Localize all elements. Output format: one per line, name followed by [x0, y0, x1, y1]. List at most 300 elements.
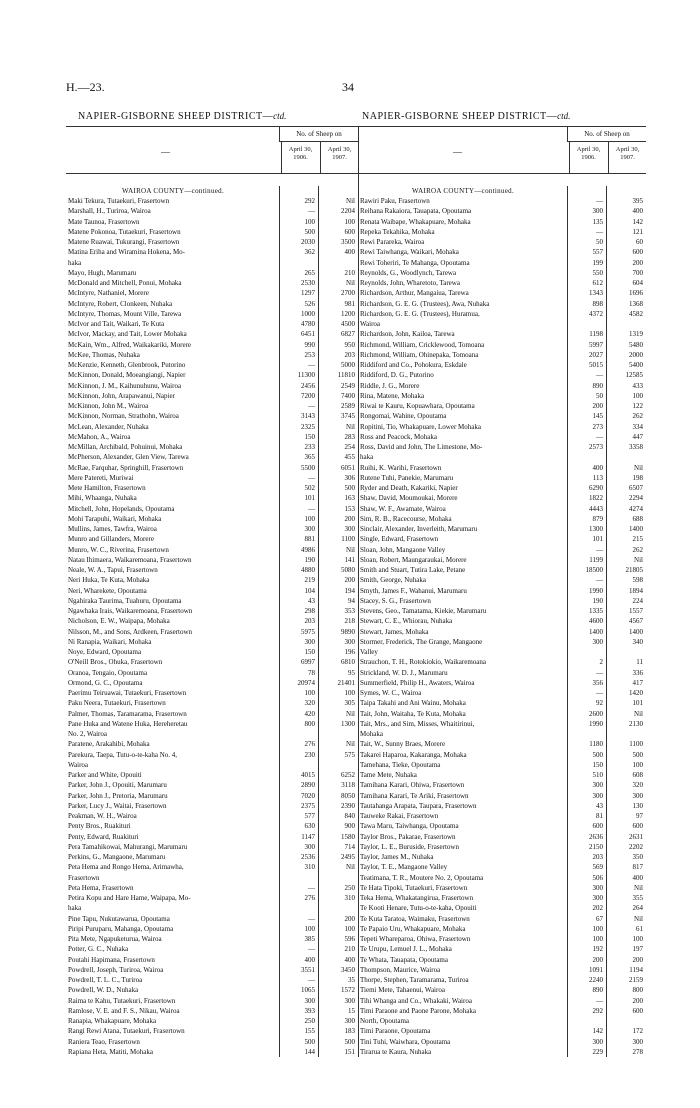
table-row — [358, 196, 646, 206]
owner-name: Rutene Tuhi, Panekie, Marumaru — [360, 473, 454, 482]
sheep-1906: 3551 — [301, 965, 315, 974]
sheep-1906: 150 — [592, 760, 603, 769]
sheep-1906: 150 — [304, 432, 315, 441]
sheep-1906: 1343 — [589, 289, 603, 298]
sheep-1907: 12585 — [625, 371, 643, 380]
owner-name: Munro, W. C., Riverina, Frasertown — [68, 545, 169, 554]
owner-name: Strickland, W. D. J., Marumaru — [360, 668, 448, 677]
table-left — [66, 126, 359, 1057]
title-left-suffix: ctd. — [273, 111, 287, 121]
sheep-1906: 2375 — [301, 801, 315, 810]
table-row — [358, 524, 646, 534]
owner-name: Teatimana, T. R., Moutere No. 2, Opoutama — [360, 873, 484, 882]
table-row — [358, 575, 646, 585]
owner-name: haka — [68, 904, 82, 913]
table-row — [66, 381, 358, 391]
owner-name: McIntyre, Nathaniel, Morere — [68, 289, 149, 298]
owner-name: McLean, Alexander, Nuhaka — [68, 422, 149, 431]
sheep-1907: 2495 — [341, 853, 355, 861]
sheep-1906: 300 — [592, 207, 603, 216]
sheep-1907: 2589 — [341, 402, 355, 410]
owner-name: Penty Bros., Ruakituri — [68, 822, 131, 831]
sheep-1907: 306 — [344, 473, 355, 482]
sheep-1906: 4443 — [589, 504, 603, 513]
table-row — [66, 504, 358, 514]
owner-name: Tamehana, Tieke, Opoutama — [360, 760, 441, 769]
table-row — [66, 955, 358, 965]
owner-name: North, Opoutama — [360, 1017, 409, 1025]
sheep-1907: 950 — [344, 340, 355, 349]
table-row — [358, 616, 646, 626]
sheep-1906: 300 — [304, 842, 315, 851]
owner-name: Rawiri Paku, Frasertown — [360, 197, 430, 205]
owner-name: Taylor, T. E., Mangaone Valley — [360, 863, 448, 872]
table-row — [358, 903, 646, 913]
sheep-1907: 6507 — [629, 484, 643, 492]
owner-name: Pine Tapu, Nukutawarua, Opoutama — [68, 914, 170, 923]
table-row — [66, 924, 358, 934]
table-row — [66, 237, 358, 247]
sheep-1907: 200 — [344, 914, 355, 923]
sheep-1906: 356 — [592, 678, 603, 687]
table-row — [66, 770, 358, 780]
sheep-1907: 94 — [348, 596, 355, 605]
sheep-1907: 100 — [344, 689, 355, 697]
table-row — [358, 606, 646, 616]
page-title — [66, 111, 646, 123]
table-row — [66, 975, 358, 985]
sheep-1907: 218 — [344, 617, 355, 626]
table-row — [66, 227, 358, 237]
table-row — [66, 401, 358, 411]
owner-name: Tamihana Karari, Ohiwa, Frasertown — [360, 781, 465, 790]
sheep-1907: 817 — [632, 863, 643, 872]
sheep-1906: 1198 — [589, 330, 603, 339]
sheep-1906: 4372 — [589, 309, 603, 318]
owner-name: Parekura, Taepa, Tutu-o-te-kaha No. 4, — [68, 750, 178, 759]
table-row — [66, 1047, 358, 1057]
sheep-1907: 203 — [344, 350, 355, 359]
sheep-1906: 233 — [304, 443, 315, 451]
table-row — [358, 862, 646, 872]
table-row — [66, 463, 358, 473]
sheep-1906: — — [308, 504, 315, 513]
sheep-1906: 630 — [304, 822, 315, 831]
sheep-1907: 121 — [632, 227, 643, 236]
table-row — [358, 381, 646, 391]
table-row — [358, 842, 646, 852]
sheep-1907: 500 — [344, 484, 355, 492]
table-row — [66, 637, 358, 647]
sheep-1907: 4274 — [629, 504, 643, 513]
sheep-1906: 310 — [304, 863, 315, 872]
sheep-1906: 890 — [592, 986, 603, 995]
sheep-1907: 100 — [632, 935, 643, 943]
owner-name: Natau Ihimaera, Waikaremoana, Frasertown — [68, 555, 192, 564]
sheep-1907: 1572 — [341, 986, 355, 995]
owner-name: Parker, John J., Pretoria, Marumaru — [68, 791, 168, 800]
sheep-1906: 1990 — [589, 586, 603, 595]
table-row — [66, 391, 358, 401]
table-row — [358, 780, 646, 790]
table-row — [66, 780, 358, 790]
owner-name: Richardson, Arthur, Mangaiua, Tarewa — [360, 289, 469, 298]
sheep-1906: 113 — [592, 473, 603, 482]
sheep-1906: 320 — [304, 699, 315, 708]
sheep-1907: 600 — [632, 248, 643, 257]
sheep-1906: 101 — [592, 535, 603, 544]
sheep-1906: — — [596, 689, 603, 697]
sheep-1906: 2890 — [301, 781, 315, 790]
owner-name: Neri, Wharekete, Opoutama — [68, 586, 147, 595]
table-row — [358, 883, 646, 893]
sheep-1907: 433 — [632, 381, 643, 390]
sheep-1907: Nil — [634, 883, 643, 892]
table-row — [358, 811, 646, 821]
table-row — [66, 944, 358, 954]
sheep-1906: 4600 — [589, 617, 603, 626]
owner-name: McKenzie, Kenneth, Glenbrook, Putorino — [68, 361, 186, 369]
sheep-1906: 7020 — [301, 791, 315, 800]
owner-name: McDonald and Mitchell, Ponui, Mohaka — [68, 279, 182, 287]
sheep-1907: 2700 — [341, 289, 355, 298]
sheep-1906: 1199 — [589, 555, 603, 564]
owner-name: Peakman, W. H., Wairoa — [68, 812, 137, 820]
sheep-1907: 61 — [636, 924, 643, 933]
table-row — [358, 791, 646, 801]
sheep-1906: 300 — [592, 637, 603, 646]
sheep-1906: 300 — [592, 894, 603, 902]
table-row — [358, 832, 646, 842]
owner-name: Mohi Tarapuhi, Waikari, Mohaka — [68, 514, 162, 523]
owner-name: Ramlose, V. E. and F. S., Nikau, Wairoa — [68, 1006, 180, 1015]
table-row — [358, 422, 646, 432]
table-row — [358, 709, 646, 719]
owner-name: Taylor, L. E., Buruside, Frasertown — [360, 842, 459, 851]
owner-name: Stewart, C. E., Whiorau, Nuhaka — [360, 617, 453, 626]
sheep-1907: 142 — [632, 217, 643, 226]
sheep-1907: 700 — [632, 268, 643, 277]
sheep-1907: 278 — [632, 1047, 643, 1056]
table-row — [66, 698, 358, 708]
sheep-1906: 50 — [596, 238, 603, 246]
owner-name: Timi Paraone and Paone Parone, Mohaka — [360, 1006, 476, 1015]
owner-name: McPherson, Alexander, Glen View, Tarewa — [68, 453, 189, 462]
owner-name: Mate Taunoa, Frasertown — [68, 217, 140, 226]
table-row — [66, 852, 358, 862]
sheep-1906: 142 — [592, 1027, 603, 1036]
sheep-1906: 92 — [596, 699, 603, 708]
sheep-1906: 400 — [304, 955, 315, 964]
owner-name: Richardson, G. E. G. (Trustees), Awa, Nuhaka — [360, 299, 490, 308]
owner-name: Teka Hema, Whakatangirua, Frasertown — [360, 894, 474, 902]
table-row — [358, 1016, 646, 1026]
sheep-1906: 219 — [304, 576, 315, 585]
table-row — [66, 842, 358, 852]
sheep-1906: — — [596, 227, 603, 236]
sheep-1907: 353 — [344, 607, 355, 615]
sheep-1906: 298 — [304, 607, 315, 615]
sheep-1906: 203 — [592, 853, 603, 861]
sheep-1907: 100 — [632, 760, 643, 769]
sheep-1906: 5500 — [301, 463, 315, 472]
sheep-1907: 1300 — [341, 719, 355, 728]
table-row — [358, 852, 646, 862]
table-row — [358, 217, 646, 227]
owner-name: Tamihana Karari, Te Ariki, Frasertown — [360, 791, 469, 800]
sheep-1906: — — [596, 996, 603, 1005]
sheep-1906: 6451 — [301, 330, 315, 339]
table-row — [358, 893, 646, 903]
table-row — [66, 616, 358, 626]
sheep-1906: 253 — [304, 350, 315, 359]
sheep-1907: 350 — [632, 853, 643, 861]
sheep-1907: 2294 — [629, 494, 643, 503]
table-right — [358, 126, 646, 1057]
owner-name: Reynolds, G., Woodlynch, Tarewa — [360, 268, 457, 277]
sheep-1906: 1400 — [589, 627, 603, 636]
owner-name: Reihana Rakaiora, Tauapata, Opoutama — [360, 207, 472, 216]
sheep-1906: 202 — [592, 904, 603, 913]
table-row — [358, 514, 646, 524]
sheep-1907: 6827 — [341, 330, 355, 339]
sheep-1907: 355 — [632, 894, 643, 902]
owner-name: Nicholson, E. W., Waipapa, Mohaka — [68, 617, 170, 626]
table-row — [358, 309, 646, 319]
sheep-1906: 200 — [592, 402, 603, 410]
sheep-1907: 5400 — [629, 361, 643, 369]
table-row — [66, 258, 358, 268]
sheep-1906: 265 — [304, 268, 315, 277]
owner-name: Tait, W., Sunny Braes, Morere — [360, 740, 446, 749]
sheep-1906: 192 — [592, 945, 603, 954]
sheep-1906: 890 — [592, 381, 603, 390]
owner-name: Ngawhaka Irais, Waikaremoana, Frasertown — [68, 607, 193, 615]
owner-name: Symes, W. C., Wairoa — [360, 689, 422, 697]
sheep-1907: 6051 — [341, 463, 355, 472]
sheep-1906: 292 — [304, 197, 315, 205]
table-row — [66, 862, 358, 872]
owner-name: Peta Hema and Rongo Hema, Arimawha, — [68, 863, 184, 872]
table-row — [358, 627, 646, 637]
year-1906-header: April 30, 1906. — [281, 142, 319, 173]
sheep-1907: Nil — [346, 197, 355, 205]
owner-name: McMahon, A., Wairoa — [68, 432, 131, 441]
sheep-1906: 2027 — [589, 350, 603, 359]
sheep-1906: 881 — [304, 535, 315, 544]
sheep-1907: 1200 — [341, 309, 355, 318]
sheep-1906: 600 — [592, 822, 603, 831]
table-row — [358, 739, 646, 749]
owner-name: Repeka Tekahika, Mohaka — [360, 227, 435, 236]
sheep-1906: 2030 — [301, 238, 315, 246]
sheep-1907: 300 — [344, 1017, 355, 1025]
sheep-1906: 300 — [592, 883, 603, 892]
sheep-1907: 5000 — [341, 361, 355, 369]
sheep-1906: — — [308, 207, 315, 216]
sheep-1907: 2000 — [629, 350, 643, 359]
owner-name: Palmer, Thomas, Taramarama, Frasertown — [68, 709, 187, 718]
table-row — [66, 1026, 358, 1036]
owner-name: Rewi Parareka, Wairoa — [360, 238, 425, 246]
sheep-1907: Nil — [634, 463, 643, 472]
sheep-1906: 276 — [304, 740, 315, 749]
owner-name: Ross, David and John, The Limestone, Mo- — [360, 443, 483, 451]
owner-name: Richardson, G. E. G. (Trustees), Huramua, — [360, 309, 480, 318]
sheep-1906: 20974 — [297, 678, 315, 687]
owner-name: Te Hata Tipoki, Tutaekuri, Frasertown — [360, 883, 468, 892]
table-row — [66, 729, 358, 739]
sheep-1907: 200 — [344, 576, 355, 585]
sheep-1906: 6290 — [589, 484, 603, 492]
sheep-1907: 200 — [632, 996, 643, 1005]
table-row — [358, 565, 646, 575]
sheep-1907: 688 — [632, 514, 643, 523]
sheep-1907: 1100 — [629, 740, 643, 749]
owner-name: Riddiford, D. G., Putorino — [360, 371, 434, 380]
sheep-1907: 122 — [632, 402, 643, 410]
owner-name: Powdrell, W. D., Nuhaka — [68, 986, 139, 995]
table-row — [66, 534, 358, 544]
table-row — [66, 555, 358, 565]
sheep-1907: 334 — [632, 422, 643, 431]
owner-name: Maki Tekura, Tutaekuri, Frasertown — [68, 197, 170, 205]
owner-name: Ruihi, K. Warihi, Frasertown — [360, 463, 442, 472]
owner-name: Stevens, Geo., Tamatama, Kiekie, Marumaru — [360, 607, 487, 615]
owner-name: Mete Hamilton, Frasertown — [68, 484, 146, 492]
sheep-1907: 800 — [632, 986, 643, 995]
owner-name: Pera Tamahikowai, Mahurangi, Marumaru — [68, 842, 188, 851]
table-row — [358, 719, 646, 729]
sheep-1906: 199 — [592, 258, 603, 267]
table-row — [358, 955, 646, 965]
sheep-1907: 400 — [344, 955, 355, 964]
table-row — [66, 370, 358, 380]
sheep-1907: 5080 — [341, 566, 355, 574]
owner-name: Strauchon, T. H., Rotokiokio, Waikaremoana — [360, 658, 486, 667]
owner-name: Nilsson, M., and Sons, Ardkeen, Frasertown — [68, 627, 193, 636]
sheep-1906: 4780 — [301, 320, 315, 328]
sheep-1907: Nil — [346, 740, 355, 749]
table-row — [66, 422, 358, 432]
sheep-1906: 135 — [592, 217, 603, 226]
table-row — [358, 483, 646, 493]
sheep-1907: 9890 — [341, 627, 355, 636]
sheep-1907: 575 — [344, 750, 355, 759]
table-row — [66, 268, 358, 278]
title-right — [362, 111, 570, 122]
owner-name: Tini Tuhi, Waiwhara, Opoutama — [360, 1037, 451, 1046]
table-row — [358, 319, 646, 329]
owner-name: Mullins, James, Tawfra, Wairoa — [68, 525, 157, 533]
sheep-1906: — — [308, 473, 315, 482]
table-row — [358, 985, 646, 995]
sheep-1907: 604 — [632, 279, 643, 287]
table-row — [66, 883, 358, 893]
owner-name: Riddle, J. G., Morere — [360, 381, 420, 390]
owner-name: McMillan, Archibald, Pohuinui, Mohaka — [68, 443, 183, 451]
owner-name: Richmond, William, Cricklewood, Tomoana — [360, 340, 485, 349]
sheep-1906: 550 — [592, 268, 603, 277]
table-row — [358, 801, 646, 811]
sheep-1907: 1400 — [629, 627, 643, 636]
sheep-1906: 43 — [596, 801, 603, 810]
sheep-1906: 990 — [304, 340, 315, 349]
sheep-1906: 500 — [592, 750, 603, 759]
owner-name: Munro and Gillanders, Morere — [68, 535, 154, 544]
table-row — [66, 299, 358, 309]
sheep-1907: 141 — [344, 555, 355, 564]
owner-name: Te Kuta Taratoa, Waimaku, Frasertown — [360, 914, 470, 923]
sheep-1906: 100 — [304, 514, 315, 523]
owner-name: Shaw, W. F., Awamate, Wairoa — [360, 504, 446, 513]
owner-name: Smyth, James F., Wahanui, Marumaru — [360, 586, 467, 595]
table-row — [66, 627, 358, 637]
table-row — [358, 688, 646, 698]
sheep-1907: 395 — [632, 197, 643, 205]
owner-name: Tihi Whanga and Co., Whakaki, Wairoa — [360, 996, 472, 1005]
owner-name: Ross and Peacock, Mohaka — [360, 432, 437, 441]
sheep-1907: 400 — [632, 873, 643, 882]
table-row — [358, 873, 646, 883]
table-row — [66, 811, 358, 821]
table-row — [358, 914, 646, 924]
owner-name: McIntyre, Thomas, Mount Ville, Tarewa — [68, 309, 182, 318]
table-row — [66, 657, 358, 667]
sheep-1907: 305 — [344, 699, 355, 708]
sheep-1907: 100 — [632, 391, 643, 400]
sheep-1906: 104 — [304, 586, 315, 595]
table-right-body — [358, 186, 646, 1057]
table-row — [66, 545, 358, 555]
sheep-1907: 300 — [632, 791, 643, 800]
sheep-1906: — — [596, 371, 603, 380]
sheep-1907: 1100 — [341, 535, 355, 544]
sheep-1907: 5480 — [629, 340, 643, 349]
sheep-1907: 598 — [632, 576, 643, 585]
sheep-1907: 300 — [632, 1037, 643, 1046]
owner-name: Stormer, Frederick, The Grange, Mangaone — [360, 637, 483, 646]
sheep-1906: 2240 — [589, 976, 603, 984]
sheep-1907: 6252 — [341, 771, 355, 779]
sheep-1906: 5997 — [589, 340, 603, 349]
sheep-1907: 97 — [636, 812, 643, 820]
table-row — [66, 760, 358, 770]
table-row — [66, 1037, 358, 1047]
sheep-count-header: No. of Sheep on — [567, 127, 646, 142]
sheep-1907: 4500 — [341, 320, 355, 328]
owner-name: Rewi Taiwhanga, Waikari, Mohaka — [360, 248, 459, 257]
sheep-1907: 500 — [344, 1037, 355, 1046]
sheep-1907: 2390 — [341, 801, 355, 810]
sheep-1907: Nil — [634, 709, 643, 718]
sheep-1907: 840 — [344, 812, 355, 820]
table-row — [66, 196, 358, 206]
table-row — [358, 924, 646, 934]
table-row — [358, 678, 646, 688]
sheep-1907: 224 — [632, 596, 643, 605]
sheep-1906: — — [596, 432, 603, 441]
owner-name: Wairoa — [360, 320, 381, 328]
sheep-1906: 155 — [304, 1027, 315, 1036]
table-row — [66, 719, 358, 729]
sheep-1906: — — [308, 361, 315, 369]
sheep-1906: 67 — [596, 914, 603, 923]
table-row — [358, 206, 646, 216]
sheep-1906: 2530 — [301, 279, 315, 287]
sheep-1906: 81 — [596, 812, 603, 820]
sheep-1906: 190 — [304, 555, 315, 564]
